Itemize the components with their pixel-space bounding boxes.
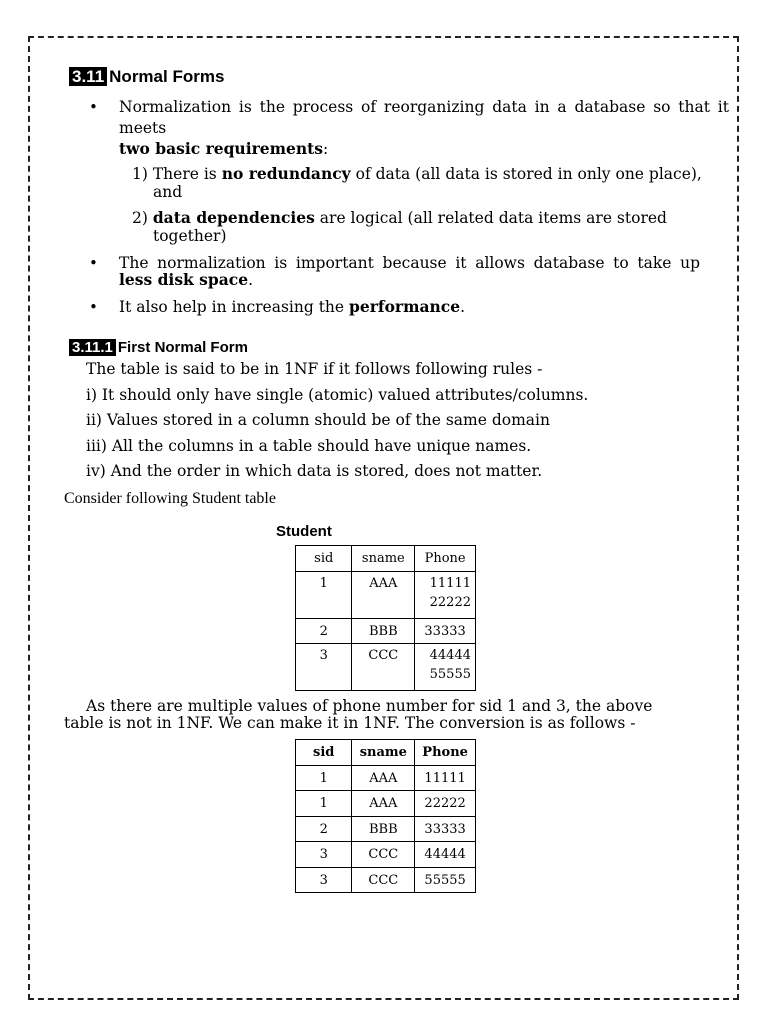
bullet2-end: .: [248, 271, 254, 289]
phone-value: 22222: [429, 595, 471, 610]
section-heading: [69, 67, 224, 87]
student-table: [295, 545, 476, 691]
req1-rest: of data (all data is stored in only one place),: [350, 165, 702, 183]
explanation-line1: As there are multiple values of phone number for sid 1 and 3, the above: [86, 697, 653, 715]
cell-sid: 1: [296, 766, 352, 791]
bullet1-line3: [119, 140, 328, 158]
cell-sname: AAA: [352, 572, 415, 619]
header-sname: sname: [352, 740, 415, 766]
table-row: [296, 817, 476, 842]
bullet3-end: .: [460, 298, 466, 316]
bullet2-line1: The normalization is important because it allows database to take up: [119, 254, 700, 272]
cell-phone: 33333: [415, 619, 476, 644]
cell-sid: 3: [296, 644, 352, 691]
cell-sid: 3: [296, 842, 352, 868]
phone-value: 55555: [429, 667, 471, 682]
cell-phone: 44444: [415, 842, 476, 868]
bullet3-text: It also help in increasing the: [119, 298, 350, 316]
req1-emph: no redundancy: [221, 164, 351, 183]
cell-sname: AAA: [352, 766, 415, 791]
section-title: Normal Forms: [109, 67, 225, 86]
cell-phone: [415, 572, 476, 619]
header-sname: sname: [352, 546, 415, 572]
table-row: [296, 842, 476, 868]
rule-3: iii) All the columns in a table should have unique names.: [86, 437, 532, 455]
cell-sname: CCC: [352, 842, 415, 868]
header-sid: sid: [296, 546, 352, 572]
header-phone: Phone: [415, 740, 476, 766]
req2-num: 2): [132, 209, 153, 227]
req2-rest: are logical (all related data items are stored: [314, 209, 667, 227]
bullet-icon: •: [89, 298, 98, 316]
bullet-icon: •: [89, 254, 98, 272]
cell-phone: 11111: [415, 766, 476, 791]
req2-emph: data dependencies: [152, 208, 315, 227]
cell-sid: 1: [296, 791, 352, 817]
bullet1-line2: meets: [119, 119, 167, 137]
table-row: [296, 644, 476, 691]
table1-caption: Student: [276, 523, 332, 540]
table-row: [296, 619, 476, 644]
student-1nf-table: [295, 739, 476, 893]
req1-num: 1) There is: [132, 165, 222, 183]
table-header-row: [296, 740, 476, 766]
subsection-number: 3.11.1: [69, 339, 116, 356]
bullet1-emph: two basic requirements: [119, 139, 324, 158]
section-number: 3.11: [69, 67, 107, 86]
bullet1-line1: Normalization is the process of reorganizing data in a database so that it: [119, 98, 729, 116]
bullet2-emph: less disk space: [119, 270, 249, 289]
cell-sname: CCC: [352, 868, 415, 893]
table-row: [296, 791, 476, 817]
cell-phone: 33333: [415, 817, 476, 842]
consider-text: Consider following Student table: [64, 490, 276, 507]
subsection-title: First Normal Form: [117, 339, 248, 356]
table-row: [296, 868, 476, 893]
phone-value: 11111: [429, 576, 471, 591]
explanation-line2: table is not in 1NF. We can make it in 1NF. The conversion is as follows -: [64, 714, 636, 732]
rule-4: iv) And the order in which data is stored, does not matter.: [86, 462, 543, 480]
req1-cont: and: [153, 183, 183, 201]
table-row: [296, 572, 476, 619]
phone-value: 44444: [429, 648, 471, 663]
header-sid: sid: [296, 740, 352, 766]
rule-2: ii) Values stored in a column should be of the same domain: [86, 411, 550, 429]
cell-sname: BBB: [352, 817, 415, 842]
bullet3-emph: performance: [349, 297, 461, 316]
requirement-2: [132, 209, 667, 227]
cell-sid: 1: [296, 572, 352, 619]
cell-phone: 22222: [415, 791, 476, 817]
cell-sid: 2: [296, 619, 352, 644]
table-header-row: [296, 546, 476, 572]
requirement-1: [132, 165, 702, 183]
bullet2-line2: [119, 271, 253, 289]
rule-1: i) It should only have single (atomic) valued attributes/columns.: [86, 386, 589, 404]
subsection-intro: The table is said to be in 1NF if it follows following rules -: [86, 360, 543, 378]
req2-cont: together): [153, 227, 227, 245]
header-phone: Phone: [415, 546, 476, 572]
cell-phone: [415, 644, 476, 691]
cell-phone: 55555: [415, 868, 476, 893]
bullet-icon: •: [89, 98, 98, 116]
cell-sid: 2: [296, 817, 352, 842]
table-row: [296, 766, 476, 791]
subsection-heading: [69, 339, 248, 356]
cell-sname: AAA: [352, 791, 415, 817]
cell-sname: BBB: [352, 619, 415, 644]
cell-sname: CCC: [352, 644, 415, 691]
bullet1-colon: :: [323, 140, 329, 158]
cell-sid: 3: [296, 868, 352, 893]
bullet3: [119, 298, 465, 316]
